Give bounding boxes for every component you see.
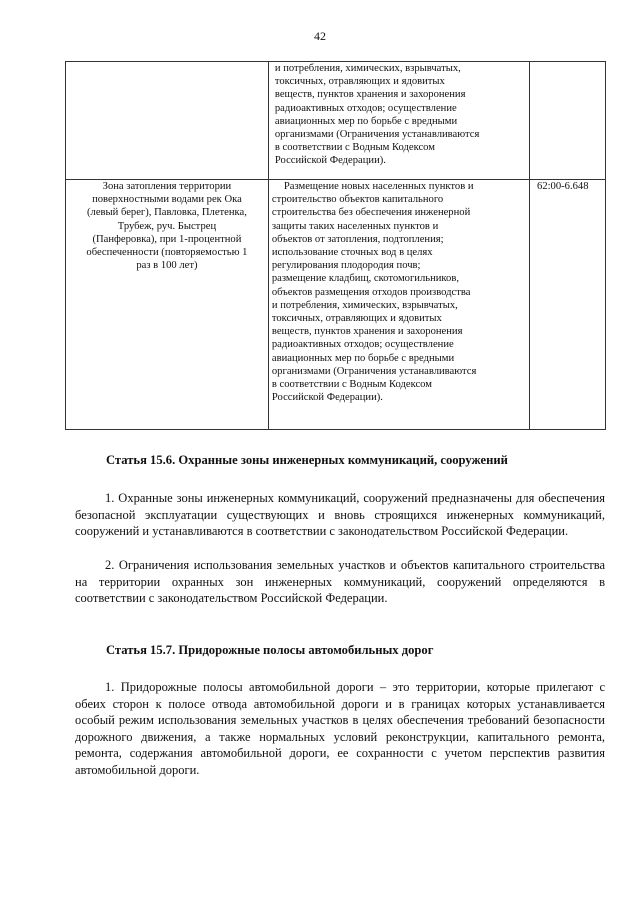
restrictions-cell bbox=[268, 62, 529, 180]
code-cell bbox=[530, 62, 606, 180]
section-15-7-heading: Статья 15.7. Придорожные полосы автомобильных дорог bbox=[106, 643, 434, 657]
restrictions-table bbox=[65, 61, 606, 430]
table-row bbox=[66, 180, 606, 430]
section-15-6-paragraph-2: 2. Ограничения использования земельных участков и объектов капитального строительства на территории охранных зон инженерных коммуникаций, сооружений определяются в соответствии с законодательством Российской Федерации. bbox=[75, 558, 605, 605]
code-cell bbox=[530, 180, 606, 430]
restrictions-cell bbox=[268, 180, 529, 430]
restrictions-text: Размещение новых населенных пунктов и строительство объектов капитального строительства без обеспечения инженерной защиты таких населенных пунктов и объектов от затопления, подтопления; использование сточных вод в целях регулирования плодородия почв; размещение кладбищ, скотомогильников, объектов размещения отходов производства и потребления, химических, взрывчатых, токсичных, отравляющих и ядовитых веществ, пунктов хранения и захоронения радиоактивных отходов; осуществление авиационных мер по борьбе с вредными организмами (Ограничения устанавливаются в соответствии с Водным Кодексом Российской Федерации). bbox=[271, 181, 477, 404]
section-15-7-paragraph-1: 1. Придорожные полосы автомобильной дороги – это территории, которые прилегают с обеих сторон к полосе отвода автомобильной дороги и в границах которых устанавливается особый режим использования земельных участков в целях обеспечения требований безопасности дорожного движения, а также нормальных условий реконструкции, капитального ремонта, ремонта, содержания автомобильной дороги, ее сохранности с учетом перспектив развития автомобильной дороги. bbox=[75, 680, 605, 777]
section-15-6-heading: Статья 15.6. Охранные зоны инженерных коммуникаций, сооружений bbox=[106, 453, 508, 467]
zone-cell bbox=[66, 180, 269, 430]
table-row bbox=[66, 62, 606, 180]
code-text: 62:00-6.648 bbox=[537, 181, 589, 192]
zone-text: Зона затопления территории поверхностными водами рек Ока (левый берег), Павловка, Плетенка, Трубеж, руч. Быстрец (Панферовка), при 1-процентной обеспеченности (повторяемостью 1 раз в 100 лет) bbox=[86, 181, 248, 272]
zone-cell bbox=[66, 62, 269, 180]
restrictions-text: и потребления, химических, взрывчатых, токсичных, отравляющих и ядовитых веществ, пунктов хранения и захоронения радиоактивных отходов; осуществление авиационных мер по борьбе с вредными организмами (Ограничения устанавливаются в соответствии с Водным Кодексом Российской Федерации). bbox=[274, 63, 480, 167]
page-number: 42 bbox=[314, 29, 326, 43]
section-15-6-paragraph-1: 1. Охранные зоны инженерных коммуникаций, сооружений предназначены для обеспечения безопасной эксплуатации существующих и вновь строящихся инженерных коммуникаций, сооружений и устанавливаются в соответствии с законодательством Российской Федерации. bbox=[75, 491, 605, 538]
